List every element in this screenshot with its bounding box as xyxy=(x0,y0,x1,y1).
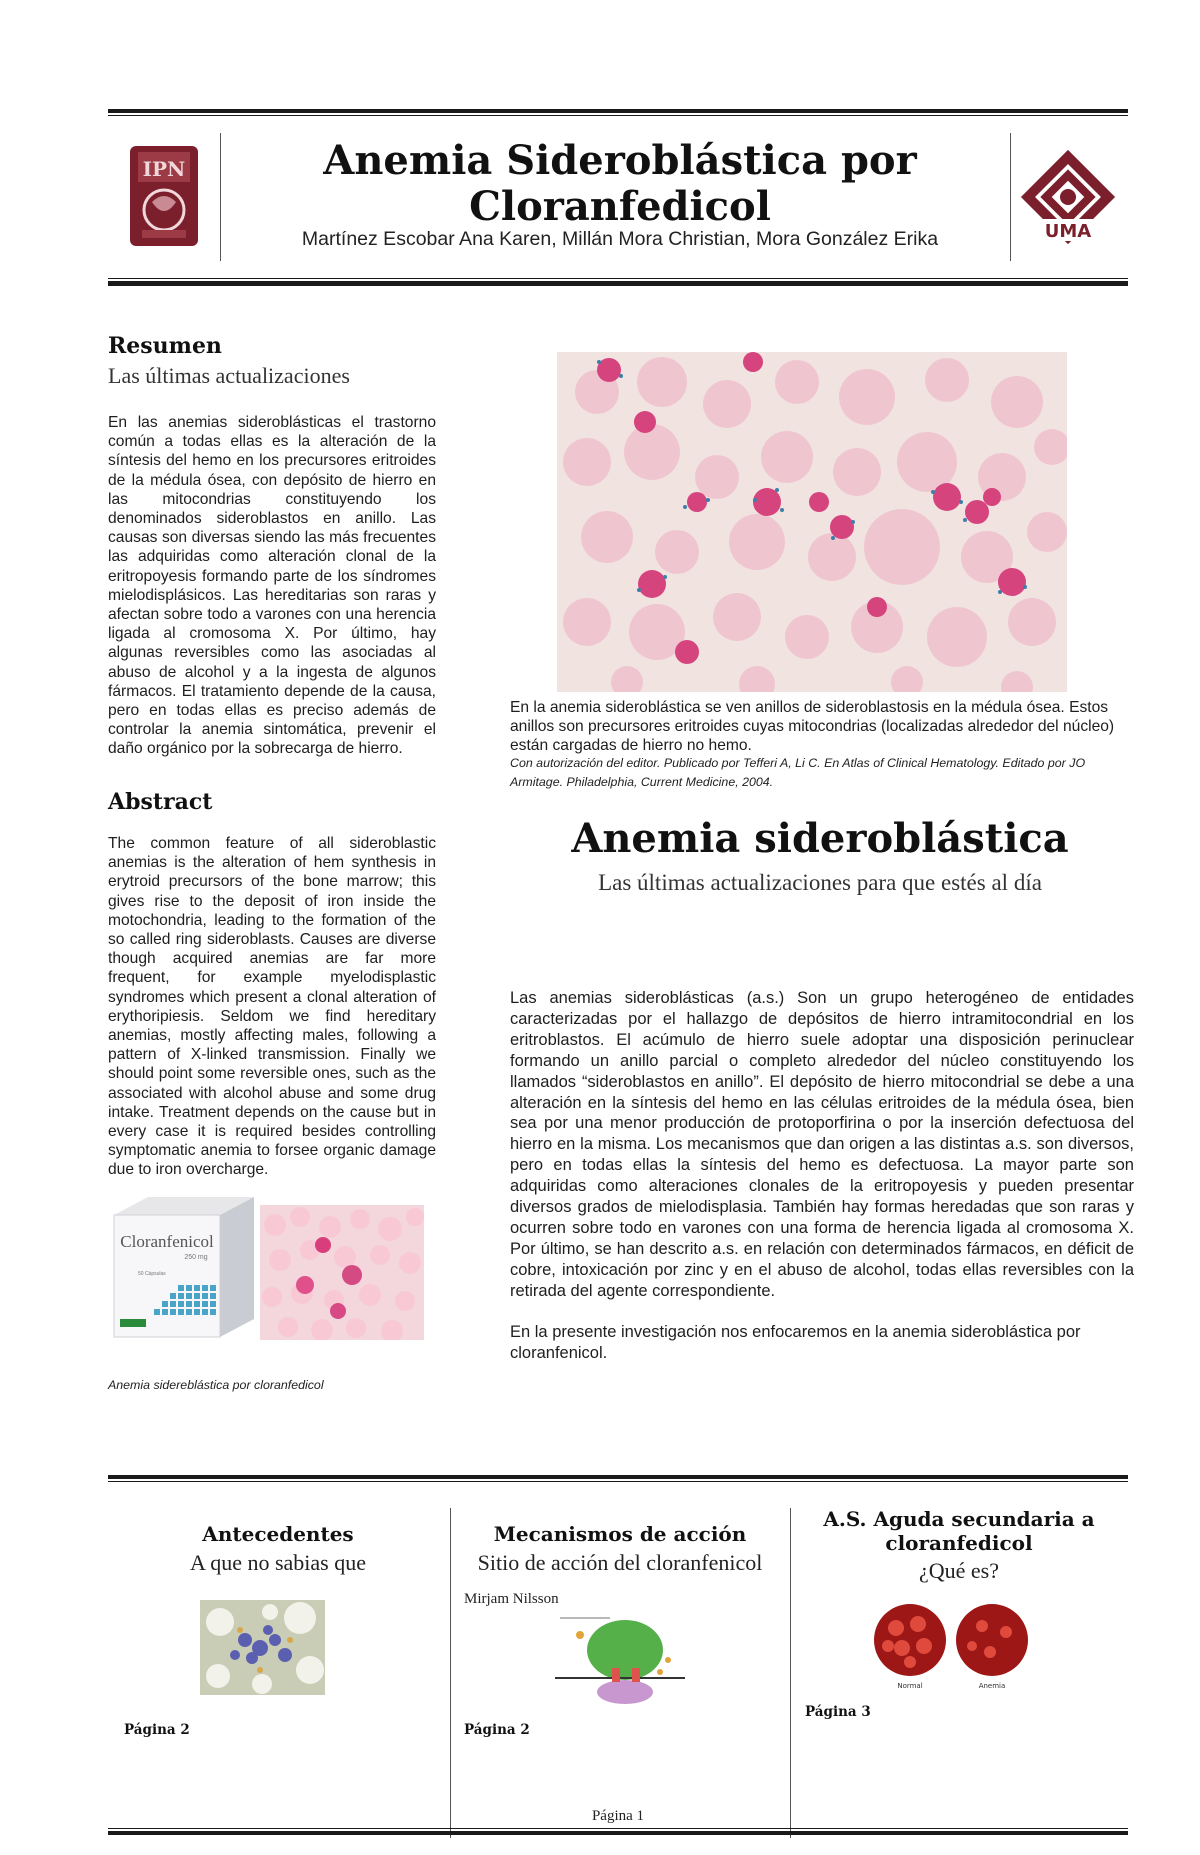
antecedentes-subheading: A que no sabias que xyxy=(190,1550,366,1575)
aguda-heading: A.S. Aguda secundaria a cloranfedicol xyxy=(823,1507,1095,1555)
antecedentes-page[interactable]: Página 2 xyxy=(124,1722,190,1738)
footer-rule-thin xyxy=(108,1828,1128,1829)
article-paragraph-1: Las anemias sideroblásticas (a.s.) Son un grupo heterogéneo de entidades caracterizadas por el hallazgo de depósitos de hierro intramitocondrial en los eritroblastos. El acúmulo de hierro suele adoptar una disposición perinuclear formando un anillo parcial o completo alrededor del núcleo constituyendo los llamados “sideroblastos en anillo”. El depósito de hierro mitocondrial se debe a una alteración en la síntesis del hemo en las células eritroides de la médula ósea, bien sea por una menor producción de protoporfirina o por la inserción defectuosa del hierro en la misma. Los mecanismos que dan origen a las distintas a.s. son diversos, pero en todas ellas la síntesis del hemo es defectuosa. La mayor parte son adquiridas como alteraciones clonales de la eritropoyesis y pueden presentar diversos grados de mielodisplasia. También hay formas heredadas que son raras y ocurren sobre todo en varones con una forma de herencia ligada al cromosoma X. Por último, se han descrito a.s. en relación con determinados fármacos, en déficit de cobre, intoxicación por zinc y en el abuso de alcohol, todas ellas reversibles con la retirada del agente correspondiente. xyxy=(510,989,1134,1300)
svg-text:Cloranfenicol: Cloranfenicol xyxy=(120,1232,214,1251)
svg-text:Normal: Normal xyxy=(897,1682,923,1690)
figure-credit: Con autorización del editor. Publicado por Tefferi A, Li C. En Atlas of Clinical Hematology. Editado por JO Armitage. Philadelphia, Current Medicine, 2004. xyxy=(510,756,1086,789)
bottom-divider-2 xyxy=(790,1508,791,1838)
header-divider-left xyxy=(220,133,221,261)
footer-page-number: Página 1 xyxy=(591,1808,645,1824)
figure-caption: En la anemia sideroblástica se ven anillos de sideroblastosis en la médula ósea. Estos anillos son precursores eritroides cuyas mitocondrias (localizadas alrededor del núcleo) están cargadas de hierro no hemo. xyxy=(510,699,1115,755)
bottom-top-rule xyxy=(108,1475,1128,1479)
svg-text:UMA: UMA xyxy=(1044,221,1092,242)
header-divider-right xyxy=(1010,133,1011,261)
svg-text:250 mg: 250 mg xyxy=(184,1254,208,1261)
mecanismos-page[interactable]: Página 2 xyxy=(464,1722,530,1738)
article-paragraph-2: En la presente investigación nos enfocaremos en la anemia sideroblástica por cloranfenicol. xyxy=(510,1323,1081,1362)
sideroblast-micrograph xyxy=(557,352,1067,692)
header-top-rule xyxy=(108,109,1128,113)
abstract-heading: Abstract xyxy=(108,789,213,815)
left-image-caption: Anemia sidereblástica por cloranfedicol xyxy=(108,1378,324,1392)
blood-smear-small-image xyxy=(260,1205,424,1340)
svg-text:IPN: IPN xyxy=(142,157,186,181)
cloranfenicol-box-image xyxy=(108,1195,254,1340)
antecedentes-image xyxy=(200,1600,325,1695)
abstract-text: The common feature of all sideroblastic anemias is the alteration of hem synthesis in erytroid precursors of the bone marrow; this gives rise to the deposit of iron inside the motochondria, leading to the formation of the so called ring sideroblasts. Causes are diverse though acquired anemias are far more frequent, for example myelodisplastic syndromes which present a clonal alteration of erythoripiesis. Seldom we find hereditary anemias, mostly affecting males, following a pattern of X-linked transmission. Finally we should point some reversible ones, such as the associated with alcohol abuse and some drug intake. Treatment depends on the cause but in every case it is required besides controlling symptomatic anemia to forsee organic damage due to iron overcharge. xyxy=(108,835,436,1179)
svg-text:50 Cápsulas: 50 Cápsulas xyxy=(138,1271,166,1277)
footer-rule xyxy=(108,1831,1128,1835)
authors: Martínez Escobar Ana Karen, Millán Mora Christian, Mora González Erika xyxy=(301,228,939,250)
mecanismos-heading: Mecanismos de acción xyxy=(493,1522,747,1546)
header-bottom-rule xyxy=(108,281,1128,286)
antecedentes-heading: Antecedentes xyxy=(202,1522,354,1546)
header-bottom-rule-thin xyxy=(108,278,1128,279)
normal-vs-anemia-image xyxy=(872,1602,1032,1692)
resumen-text: En las anemias sideroblásticas el trastorno común a todas ellas es la alteración de la síntesis del hemo en los precursores eritroides de la médula ósea, con depósito de hierro en las mitocondrias constituyendo los denominados sideroblastos en anillo. Las causas son diversas siendo las más frecuentes las adquiridas como alteración clonal de la eritropoyesis formando parte de los síndromes mielodisplásicos. Las hereditarias son raras y afectan sobre todo a varones con una herencia ligada al cromosoma X. Por último, hay algunas reversibles como las asociadas al abuso de alcohol y a la ingesta de algunos fármacos. El tratamiento depende de la causa, pero en todas ellas es preciso además de controlar la anemia sintomática, prevenir el daño orgánico por la sobrecarga de hierro. xyxy=(108,414,436,758)
article-title: Anemia sideroblástica xyxy=(571,815,1069,862)
article-subtitle: Las últimas actualizaciones para que estés al día xyxy=(598,870,1042,895)
mecanismos-subheading: Sitio de acción del cloranfenicol xyxy=(477,1550,763,1575)
aguda-page[interactable]: Página 3 xyxy=(805,1704,871,1720)
header-top-rule-thin xyxy=(108,115,1128,116)
mecanismos-author: Mirjam Nilsson xyxy=(464,1591,559,1607)
ribosome-diagram xyxy=(550,1610,690,1710)
page-title: Anemia Sideroblástica por Cloranfedicol xyxy=(323,137,917,230)
bottom-top-rule-thin xyxy=(108,1481,1128,1482)
resumen-heading: Resumen xyxy=(108,333,222,359)
svg-text:Anemia: Anemia xyxy=(978,1682,1006,1690)
aguda-subheading: ¿Qué es? xyxy=(918,1558,999,1583)
ipn-logo-icon xyxy=(128,142,200,250)
uma-logo-icon xyxy=(1018,147,1118,247)
resumen-subheading: Las últimas actualizaciones xyxy=(108,363,350,388)
